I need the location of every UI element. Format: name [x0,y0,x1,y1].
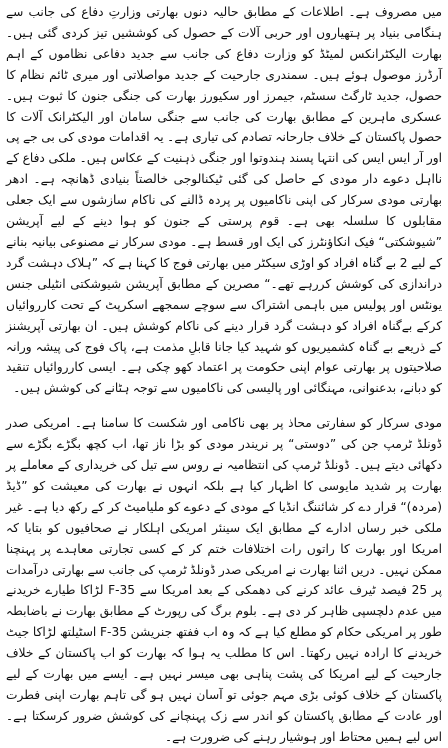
paragraph-spacer [6,399,442,413]
article-paragraph-2: مودی سرکار کو سفارتی محاذ پر بھی ناکامی اور شکست کا سامنا ہے۔ امریکی صدر ڈونلڈ ٹرمپ جن کی ”دوستی“ پر نریندر مودی کو بڑا ناز تھا، اب کچھ بگڑے بگڑے سے دکھائی دیتے ہیں۔ ڈونلڈ ٹرمپ کی انتظامیہ نے روس سے تیل کی خریداری کے معاملے پر بھارت پر شدید مایوسی کا اظہار کیا ہے بلکہ انہوں نے بھارت کی معیشت کو ”ڈیڈ (مردہ)“ قرار دے کر شائننگ انڈیا کے مودی کے دعوے کو ملیامیٹ کر کے رکھ دیا ہے۔ غیر ملکی خبر رساں ادارے کے مطابق ایک سینئر امریکی اہلکار نے صحافیوں کو بتایا کہ امریکا اور بھارت کا راتوں رات اختلافات ختم کر کے کسی تجارتی معاہدے پر پہنچنا ممکن نہیں۔ دریں اثنا بھارت نے امریکی صدر ڈونلڈ ٹرمپ کی جانب سے بھارتی درآمدات پر 25 فیصد ٹیرف عائد کرنے کی دھمکی کے بعد امریکا سے F-35 لڑاکا طیارے خریدنے میں عدم دلچسپی ظاہر کر دی ہے۔ بلوم برگ کی رپورٹ کے مطابق بھارت نے باضابطہ طور پر امریکی حکام کو مطلع کیا ہے کہ وہ اب ففتھ جنریشن F-35 اسٹیلتھ لڑاکا جیٹ خریدنے کا ارادہ نہیں رکھتا۔ اس کا مطلب یہ ہوا کہ بھارت کو اب پاکستان کے خلاف جارحیت کے لیے امریکا کی پشت پناہی بھی میسر نہیں ہے۔ ایسے میں بھارت کے لیے پاکستان کے خلاف کوئی بڑی مہم جوئی تو آسان نہیں ہو گی تاہم بھارت اپنی فطرت اور عادت کے مطابق پاکستان کو اندر سے زک پہنچانے کی کوشش ضرور کرسکتا ہے۔ اس لیے ہمیں محتاط اور ہوشیار رہنے کی ضرورت ہے۔ [6,416,442,744]
article-paragraph-1: میں مصروف ہے۔ اطلاعات کے مطابق حالیہ دنوں بھارتی وزارتِ دفاع کی جانب سے ہنگامی بنیاد پر ہتھیاروں اور حربی آلات کے حصول کی کوششیں تیز کردی گئی ہیں۔ بھارت الیکٹرانکس لمیٹڈ کو وزارت دفاع کی جانب سے جدید دفاعی نظاموں کے اہم آرڈرز موصول ہوئے ہیں۔ سمندری جارحیت کے جدید مواصلاتی اور میری ٹائم نظام کا حصول، جدید ٹارگٹ سسٹم، جیمرز اور سکیورز بھارت کی جنگی جنون کا ثبوت ہیں۔ عسکری ماہرین کے مطابق بھارت کی جانب سے جنگی سامان اور الیکٹرانک آلات کا حصول پاکستان کے خلاف جارحانہ تصادم کی تیاری ہے۔ یہ اقدامات مودی کی بی جے پی اور آر ایس ایس کی انتہا پسند ہندوتوا اور جنگی ذہنیت کے عکاس ہیں۔ ملکی دفاع کے نااہل دعوے دار مودی کے حاصل کی گئی ٹیکنالوجی خالصتاً بنیادی ڈھانچہ ہے۔ ادھر بھارتی مودی سرکار کی اپنی ناکامیوں پر پردہ ڈالنے کی ناکام سازشوں سے ایک جعلی مقابلوں کا سلسلہ بھی ہے۔ قوم پرستی کے جنون کو ہوا دینے کے لیے آپریشن ”شیوشکتی“ فیک انکاؤنٹرز کی ایک اور قسط ہے۔ مودی سرکار نے مصنوعی بیانیہ بنانے کے لیے 2 بے گناہ افراد کو اوڑی سیکٹر میں بھارتی فوج کا کہنا ہے کہ ”ہلاک دہشت گرد دراندازی کی کوشش کررہے تھے۔“ مصرین کے مطابق آپریشن شیوشکتی انٹیلی جنس یونٹس اور پولیس میں باہمی اشتراک سے سوچے سمجھے اسکرپٹ کے تحت کارروائیاں کرکے بےگناہ افراد کو دہشت گرد قرار دینے کی ناکام کوشش ہیں۔ ان بھارتی آپریشنز کے ذریعے بے گناہ کشمیریوں کو شہید کیا جانا قابلِ مذمت ہے، پاک فوج کی پیشہ ورانہ صلاحیتوں پر بھارتی عوام اپنی حکومت پر اعتماد کھو چکی ہے۔ ایسی کارروائیاں تنقید کو دبانے، بدعنوانی، مہنگائی اور پالیسی کی ناکامیوں سے توجہ ہٹانے کی کوشش ہیں۔ [6,5,442,396]
